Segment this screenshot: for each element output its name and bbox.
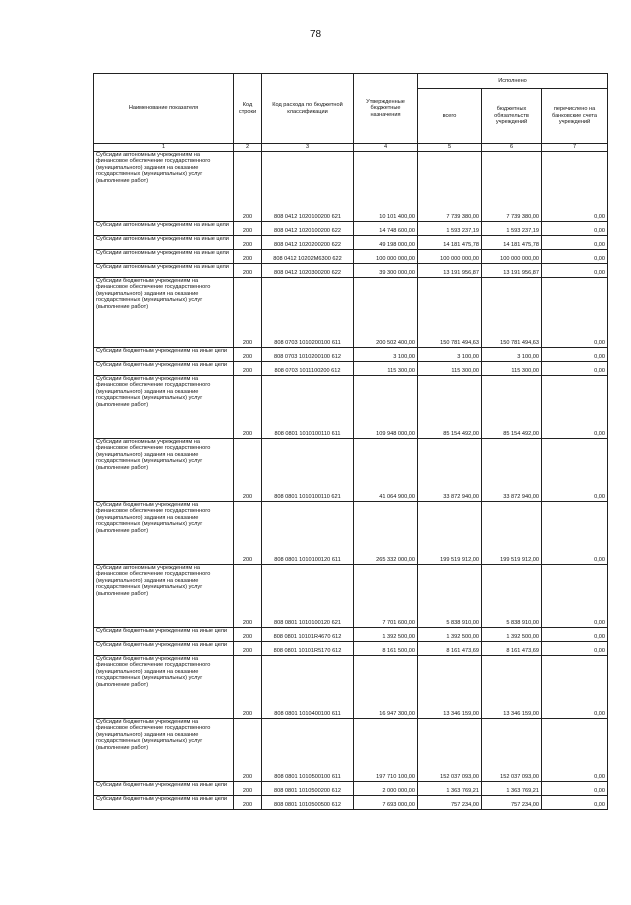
row-total: 7 739 380,00 (418, 151, 482, 221)
row-line-code: 200 (234, 627, 262, 641)
table-row (94, 641, 608, 655)
row-obligations: 199 519 912,00 (482, 501, 542, 564)
column-numbers-row (94, 144, 608, 152)
row-approved: 197 710 100,00 (354, 718, 418, 781)
row-transferred: 0,00 (542, 781, 608, 795)
row-approved: 115 300,00 (354, 361, 418, 375)
table-row (94, 795, 608, 809)
row-approved: 200 502 400,00 (354, 277, 418, 347)
table-row (94, 627, 608, 641)
row-line-code: 200 (234, 438, 262, 501)
row-classification-code: 808 0412 1020300200 622 (262, 263, 354, 277)
row-total: 115 300,00 (418, 361, 482, 375)
row-line-code: 200 (234, 249, 262, 263)
row-obligations: 152 037 093,00 (482, 718, 542, 781)
table-row (94, 151, 608, 221)
row-line-code: 200 (234, 641, 262, 655)
row-total: 3 100,00 (418, 347, 482, 361)
row-transferred: 0,00 (542, 655, 608, 718)
row-line-code: 200 (234, 375, 262, 438)
row-classification-code: 808 0801 10101R5170 612 (262, 641, 354, 655)
row-total: 152 037 093,00 (418, 718, 482, 781)
row-name: Субсидии бюджетным учреждениям на иные цели (94, 347, 234, 361)
row-line-code: 200 (234, 221, 262, 235)
row-transferred: 0,00 (542, 375, 608, 438)
row-transferred: 0,00 (542, 277, 608, 347)
header-transferred: перечислено на банковские счета учреждений (542, 89, 608, 144)
row-name: Субсидии автономным учреждениям на финансовое обеспечение государственного (муниципального) задания на оказание государственных (муниципальных) услуг (выполнение работ) (94, 564, 234, 627)
row-transferred: 0,00 (542, 235, 608, 249)
row-name: Субсидии бюджетным учреждениям на финансовое обеспечение государственного (муниципального) задания на оказание государственных (муниципальных) услуг (выполнение работ) (94, 718, 234, 781)
header-name: Наименование показателя (94, 74, 234, 144)
column-number: 3 (262, 144, 354, 152)
row-name: Субсидии автономным учреждениям на финансовое обеспечение государственного (муниципального) задания на оказание государственных (муниципальных) услуг (выполнение работ) (94, 151, 234, 221)
row-classification-code: 808 0801 1010100120 611 (262, 501, 354, 564)
row-line-code: 200 (234, 361, 262, 375)
row-name: Субсидии бюджетным учреждениям на иные цели (94, 627, 234, 641)
row-approved: 10 101 400,00 (354, 151, 418, 221)
row-approved: 2 000 000,00 (354, 781, 418, 795)
row-transferred: 0,00 (542, 263, 608, 277)
row-classification-code: 808 0801 1010400100 611 (262, 655, 354, 718)
row-total: 1 593 237,19 (418, 221, 482, 235)
row-transferred: 0,00 (542, 151, 608, 221)
row-line-code: 200 (234, 151, 262, 221)
row-approved: 100 000 000,00 (354, 249, 418, 263)
row-obligations: 13 191 956,87 (482, 263, 542, 277)
row-transferred: 0,00 (542, 718, 608, 781)
row-classification-code: 808 0703 1010200100 612 (262, 347, 354, 361)
row-total: 13 191 956,87 (418, 263, 482, 277)
row-name: Субсидии автономным учреждениям на иные цели (94, 221, 234, 235)
row-name: Субсидии бюджетным учреждениям на иные цели (94, 361, 234, 375)
table-row (94, 564, 608, 627)
row-approved: 8 161 500,00 (354, 641, 418, 655)
row-transferred: 0,00 (542, 361, 608, 375)
row-name: Субсидии автономным учреждениям на финансовое обеспечение государственного (муниципального) задания на оказание государственных (муниципальных) услуг (выполнение работ) (94, 438, 234, 501)
row-classification-code: 808 0801 1010500100 611 (262, 718, 354, 781)
table-row (94, 375, 608, 438)
row-obligations: 1 363 769,21 (482, 781, 542, 795)
row-transferred: 0,00 (542, 221, 608, 235)
table-row (94, 361, 608, 375)
row-obligations: 3 100,00 (482, 347, 542, 361)
row-line-code: 200 (234, 655, 262, 718)
row-obligations: 85 154 492,00 (482, 375, 542, 438)
table-row (94, 235, 608, 249)
row-approved: 14 748 600,00 (354, 221, 418, 235)
row-approved: 265 332 000,00 (354, 501, 418, 564)
row-classification-code: 808 0703 1010200100 611 (262, 277, 354, 347)
table-row (94, 347, 608, 361)
row-approved: 3 100,00 (354, 347, 418, 361)
row-classification-code: 808 0801 10101R4670 612 (262, 627, 354, 641)
budget-execution-table (93, 73, 608, 810)
table-row (94, 781, 608, 795)
row-total: 199 519 912,00 (418, 501, 482, 564)
row-line-code: 200 (234, 501, 262, 564)
row-classification-code: 808 0412 10202M6300 622 (262, 249, 354, 263)
row-classification-code: 808 0801 1010100110 611 (262, 375, 354, 438)
column-number: 4 (354, 144, 418, 152)
row-name: Субсидии автономным учреждениям на иные цели (94, 235, 234, 249)
row-line-code: 200 (234, 347, 262, 361)
header-executed: Исполнено (418, 74, 608, 89)
page-number: 78 (309, 29, 322, 40)
header-row-code: Код строки (234, 74, 262, 144)
table-row (94, 249, 608, 263)
header-class-code: Код расхода по бюджетной классификации (262, 74, 354, 144)
row-classification-code: 808 0412 1020100200 621 (262, 151, 354, 221)
row-total: 150 781 494,63 (418, 277, 482, 347)
row-obligations: 14 181 475,78 (482, 235, 542, 249)
row-classification-code: 808 0801 1010500200 612 (262, 781, 354, 795)
row-name: Субсидии бюджетным учреждениям на иные цели (94, 781, 234, 795)
row-classification-code: 808 0703 1011100200 612 (262, 361, 354, 375)
row-approved: 7 693 000,00 (354, 795, 418, 809)
row-obligations: 8 161 473,69 (482, 641, 542, 655)
row-transferred: 0,00 (542, 438, 608, 501)
row-approved: 109 948 000,00 (354, 375, 418, 438)
row-transferred: 0,00 (542, 627, 608, 641)
row-classification-code: 808 0801 1010100120 621 (262, 564, 354, 627)
row-line-code: 200 (234, 564, 262, 627)
row-transferred: 0,00 (542, 249, 608, 263)
table-row (94, 221, 608, 235)
row-total: 8 161 473,69 (418, 641, 482, 655)
row-total: 33 872 940,00 (418, 438, 482, 501)
row-obligations: 5 838 910,00 (482, 564, 542, 627)
row-line-code: 200 (234, 781, 262, 795)
row-classification-code: 808 0801 1010100110 621 (262, 438, 354, 501)
row-obligations: 150 781 494,63 (482, 277, 542, 347)
table-row (94, 501, 608, 564)
row-obligations: 1 593 237,19 (482, 221, 542, 235)
row-line-code: 200 (234, 235, 262, 249)
row-line-code: 200 (234, 718, 262, 781)
table-row (94, 438, 608, 501)
row-total: 100 000 000,00 (418, 249, 482, 263)
column-number: 2 (234, 144, 262, 152)
row-total: 13 346 159,00 (418, 655, 482, 718)
row-name: Субсидии бюджетным учреждениям на финансовое обеспечение государственного (муниципального) задания на оказание государственных (муниципальных) услуг (выполнение работ) (94, 501, 234, 564)
row-name: Субсидии автономным учреждениям на иные цели (94, 263, 234, 277)
row-obligations: 13 346 159,00 (482, 655, 542, 718)
table-row (94, 263, 608, 277)
row-name: Субсидии бюджетным учреждениям на финансовое обеспечение государственного (муниципального) задания на оказание государственных (муниципальных) услуг (выполнение работ) (94, 655, 234, 718)
row-approved: 39 300 000,00 (354, 263, 418, 277)
row-name: Субсидии бюджетным учреждениям на иные цели (94, 795, 234, 809)
row-total: 14 181 475,78 (418, 235, 482, 249)
column-number: 1 (94, 144, 234, 152)
header-budget-obligations: бюджетных обязательств учреждений (482, 89, 542, 144)
row-approved: 49 198 000,00 (354, 235, 418, 249)
row-line-code: 200 (234, 795, 262, 809)
row-name: Субсидии бюджетным учреждениям на финансовое обеспечение государственного (муниципального) задания на оказание государственных (муниципальных) услуг (выполнение работ) (94, 277, 234, 347)
row-classification-code: 808 0801 1010500500 612 (262, 795, 354, 809)
row-approved: 41 064 900,00 (354, 438, 418, 501)
row-obligations: 1 392 500,00 (482, 627, 542, 641)
row-obligations: 115 300,00 (482, 361, 542, 375)
row-obligations: 7 739 380,00 (482, 151, 542, 221)
row-name: Субсидии бюджетным учреждениям на финансовое обеспечение государственного (муниципального) задания на оказание государственных (муниципальных) услуг (выполнение работ) (94, 375, 234, 438)
table-row (94, 655, 608, 718)
row-classification-code: 808 0412 1020100200 622 (262, 221, 354, 235)
row-line-code: 200 (234, 263, 262, 277)
header-approved: Утвержденные бюджетные назначения (354, 74, 418, 144)
table-row (94, 718, 608, 781)
row-total: 1 363 769,21 (418, 781, 482, 795)
row-approved: 16 947 300,00 (354, 655, 418, 718)
row-transferred: 0,00 (542, 564, 608, 627)
row-line-code: 200 (234, 277, 262, 347)
row-transferred: 0,00 (542, 501, 608, 564)
header-total: всего (418, 89, 482, 144)
row-obligations: 100 000 000,00 (482, 249, 542, 263)
row-total: 85 154 492,00 (418, 375, 482, 438)
row-obligations: 757 234,00 (482, 795, 542, 809)
table-row (94, 277, 608, 347)
row-transferred: 0,00 (542, 641, 608, 655)
row-total: 1 392 500,00 (418, 627, 482, 641)
row-transferred: 0,00 (542, 347, 608, 361)
row-total: 5 838 910,00 (418, 564, 482, 627)
row-transferred: 0,00 (542, 795, 608, 809)
row-approved: 7 701 600,00 (354, 564, 418, 627)
row-approved: 1 392 500,00 (354, 627, 418, 641)
row-classification-code: 808 0412 1020200200 622 (262, 235, 354, 249)
row-name: Субсидии автономным учреждениям на иные цели (94, 249, 234, 263)
row-obligations: 33 872 940,00 (482, 438, 542, 501)
row-name: Субсидии бюджетным учреждениям на иные цели (94, 641, 234, 655)
column-number: 6 (482, 144, 542, 152)
column-number: 5 (418, 144, 482, 152)
column-number: 7 (542, 144, 608, 152)
row-total: 757 234,00 (418, 795, 482, 809)
